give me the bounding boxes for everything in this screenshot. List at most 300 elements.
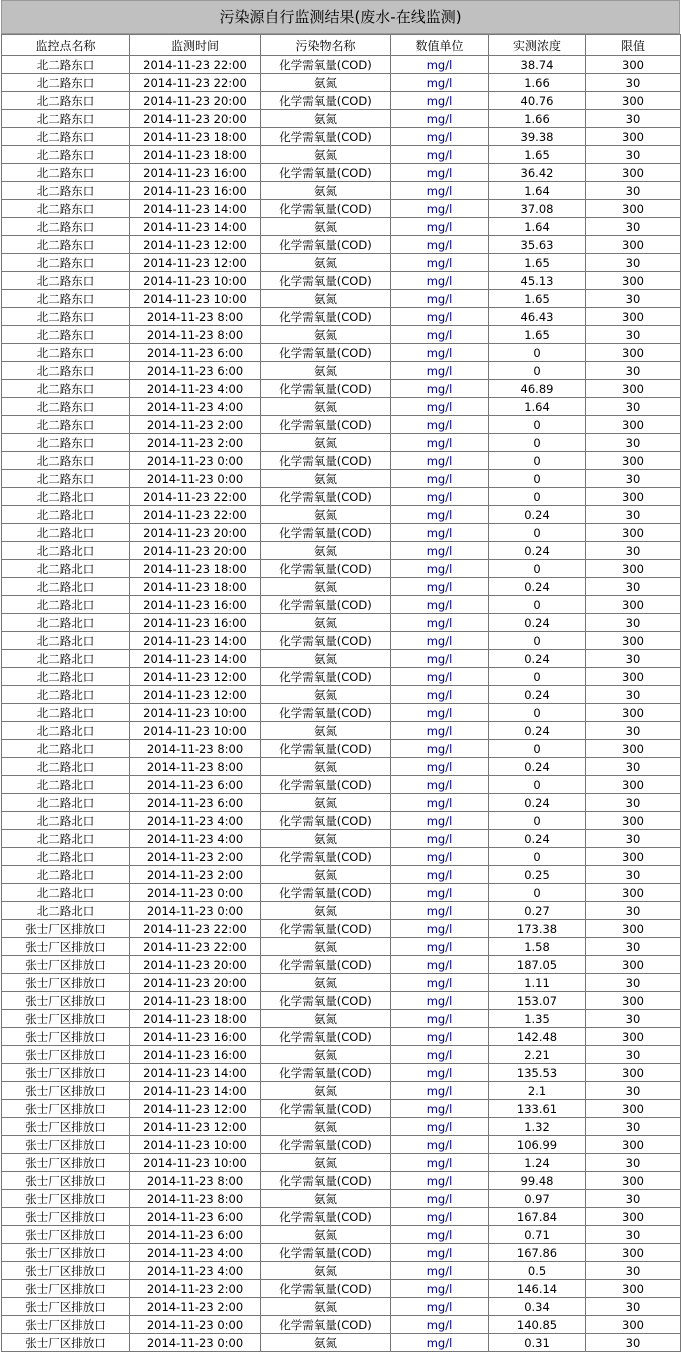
cell-pollutant: 氨氮 (261, 434, 391, 452)
cell-time: 2014-11-23 10:00 (130, 290, 261, 308)
cell-station: 张士厂区排放口 (2, 1046, 130, 1064)
header-concentration: 实测浓度 (489, 35, 586, 56)
cell-unit: mg/l (391, 110, 489, 128)
cell-unit: mg/l (391, 794, 489, 812)
cell-station: 北二路东口 (2, 182, 130, 200)
cell-station: 张士厂区排放口 (2, 1010, 130, 1028)
cell-limit: 30 (586, 1154, 681, 1172)
cell-station: 张士厂区排放口 (2, 920, 130, 938)
cell-unit: mg/l (391, 578, 489, 596)
cell-station: 北二路东口 (2, 218, 130, 236)
cell-concentration: 0 (489, 668, 586, 686)
cell-concentration: 0.24 (489, 794, 586, 812)
cell-pollutant: 化学需氧量(COD) (261, 560, 391, 578)
cell-pollutant: 氨氮 (261, 146, 391, 164)
cell-pollutant: 氨氮 (261, 1046, 391, 1064)
cell-concentration: 46.89 (489, 380, 586, 398)
table-row (2, 1100, 681, 1118)
cell-unit: mg/l (391, 1190, 489, 1208)
cell-unit: mg/l (391, 1136, 489, 1154)
cell-time: 2014-11-23 14:00 (130, 632, 261, 650)
cell-unit: mg/l (391, 974, 489, 992)
table-row (2, 830, 681, 848)
cell-unit: mg/l (391, 254, 489, 272)
cell-pollutant: 氨氮 (261, 758, 391, 776)
cell-station: 张士厂区排放口 (2, 1082, 130, 1100)
cell-pollutant: 化学需氧量(COD) (261, 236, 391, 254)
cell-concentration: 37.08 (489, 200, 586, 218)
cell-limit: 300 (586, 956, 681, 974)
cell-time: 2014-11-23 2:00 (130, 1298, 261, 1316)
cell-concentration: 40.76 (489, 92, 586, 110)
cell-limit: 300 (586, 1316, 681, 1334)
monitoring-table (1, 34, 681, 1352)
cell-station: 张士厂区排放口 (2, 1064, 130, 1082)
header-pollutant: 污染物名称 (261, 35, 391, 56)
cell-limit: 300 (586, 92, 681, 110)
cell-station: 北二路东口 (2, 470, 130, 488)
cell-time: 2014-11-23 12:00 (130, 668, 261, 686)
cell-station: 张士厂区排放口 (2, 1298, 130, 1316)
cell-time: 2014-11-23 2:00 (130, 1280, 261, 1298)
cell-limit: 300 (586, 200, 681, 218)
table-row (2, 866, 681, 884)
cell-time: 2014-11-23 0:00 (130, 452, 261, 470)
cell-station: 北二路东口 (2, 110, 130, 128)
cell-station: 北二路东口 (2, 146, 130, 164)
cell-unit: mg/l (391, 1316, 489, 1334)
cell-unit: mg/l (391, 470, 489, 488)
cell-pollutant: 氨氮 (261, 1118, 391, 1136)
cell-limit: 300 (586, 848, 681, 866)
cell-concentration: 1.64 (489, 218, 586, 236)
cell-time: 2014-11-23 2:00 (130, 434, 261, 452)
cell-pollutant: 化学需氧量(COD) (261, 1172, 391, 1190)
table-row (2, 596, 681, 614)
cell-time: 2014-11-23 0:00 (130, 1316, 261, 1334)
cell-station: 张士厂区排放口 (2, 992, 130, 1010)
cell-pollutant: 化学需氧量(COD) (261, 920, 391, 938)
table-row (2, 488, 681, 506)
cell-station: 北二路东口 (2, 308, 130, 326)
cell-pollutant: 氨氮 (261, 578, 391, 596)
cell-unit: mg/l (391, 1064, 489, 1082)
cell-unit: mg/l (391, 1082, 489, 1100)
cell-limit: 300 (586, 740, 681, 758)
cell-unit: mg/l (391, 1028, 489, 1046)
table-row (2, 524, 681, 542)
cell-station: 北二路北口 (2, 848, 130, 866)
cell-pollutant: 氨氮 (261, 1262, 391, 1280)
cell-unit: mg/l (391, 1118, 489, 1136)
cell-time: 2014-11-23 6:00 (130, 362, 261, 380)
cell-limit: 300 (586, 1280, 681, 1298)
cell-station: 北二路东口 (2, 92, 130, 110)
cell-time: 2014-11-23 4:00 (130, 812, 261, 830)
cell-limit: 30 (586, 218, 681, 236)
table-row (2, 992, 681, 1010)
cell-unit: mg/l (391, 776, 489, 794)
cell-unit: mg/l (391, 416, 489, 434)
cell-limit: 30 (586, 74, 681, 92)
cell-pollutant: 化学需氧量(COD) (261, 128, 391, 146)
cell-pollutant: 氨氮 (261, 506, 391, 524)
cell-pollutant: 化学需氧量(COD) (261, 308, 391, 326)
cell-limit: 30 (586, 398, 681, 416)
cell-station: 北二路东口 (2, 326, 130, 344)
cell-unit: mg/l (391, 380, 489, 398)
cell-concentration: 0 (489, 560, 586, 578)
cell-limit: 300 (586, 236, 681, 254)
cell-pollutant: 氨氮 (261, 74, 391, 92)
table-row (2, 1118, 681, 1136)
table-row (2, 128, 681, 146)
cell-station: 北二路东口 (2, 398, 130, 416)
cell-limit: 300 (586, 308, 681, 326)
cell-pollutant: 化学需氧量(COD) (261, 92, 391, 110)
cell-limit: 30 (586, 1118, 681, 1136)
cell-pollutant: 化学需氧量(COD) (261, 1028, 391, 1046)
cell-station: 张士厂区排放口 (2, 1244, 130, 1262)
cell-limit: 300 (586, 596, 681, 614)
cell-unit: mg/l (391, 308, 489, 326)
cell-pollutant: 氨氮 (261, 1082, 391, 1100)
cell-pollutant: 化学需氧量(COD) (261, 380, 391, 398)
cell-time: 2014-11-23 10:00 (130, 722, 261, 740)
table-row (2, 902, 681, 920)
cell-concentration: 146.14 (489, 1280, 586, 1298)
cell-station: 北二路东口 (2, 272, 130, 290)
cell-concentration: 0 (489, 416, 586, 434)
cell-limit: 30 (586, 326, 681, 344)
cell-pollutant: 氨氮 (261, 182, 391, 200)
cell-concentration: 0.97 (489, 1190, 586, 1208)
cell-time: 2014-11-23 8:00 (130, 1190, 261, 1208)
cell-time: 2014-11-23 14:00 (130, 650, 261, 668)
cell-unit: mg/l (391, 902, 489, 920)
cell-unit: mg/l (391, 200, 489, 218)
table-row (2, 452, 681, 470)
cell-station: 张士厂区排放口 (2, 1028, 130, 1046)
cell-time: 2014-11-23 2:00 (130, 848, 261, 866)
cell-time: 2014-11-23 22:00 (130, 506, 261, 524)
cell-concentration: 1.65 (489, 290, 586, 308)
cell-station: 张士厂区排放口 (2, 1190, 130, 1208)
cell-station: 北二路北口 (2, 650, 130, 668)
cell-pollutant: 化学需氧量(COD) (261, 812, 391, 830)
cell-limit: 300 (586, 1100, 681, 1118)
cell-limit: 30 (586, 830, 681, 848)
cell-limit: 30 (586, 902, 681, 920)
cell-concentration: 0.25 (489, 866, 586, 884)
cell-limit: 30 (586, 362, 681, 380)
table-row (2, 218, 681, 236)
cell-station: 北二路北口 (2, 740, 130, 758)
cell-pollutant: 氨氮 (261, 290, 391, 308)
table-row (2, 974, 681, 992)
cell-concentration: 0.71 (489, 1226, 586, 1244)
cell-unit: mg/l (391, 74, 489, 92)
cell-time: 2014-11-23 16:00 (130, 1028, 261, 1046)
cell-station: 张士厂区排放口 (2, 1226, 130, 1244)
cell-concentration: 0 (489, 848, 586, 866)
cell-pollutant: 氨氮 (261, 830, 391, 848)
cell-pollutant: 氨氮 (261, 1190, 391, 1208)
cell-station: 北二路东口 (2, 380, 130, 398)
cell-time: 2014-11-23 6:00 (130, 344, 261, 362)
report-container (1, 0, 680, 1352)
table-row (2, 650, 681, 668)
cell-limit: 30 (586, 938, 681, 956)
cell-limit: 30 (586, 1298, 681, 1316)
cell-time: 2014-11-23 14:00 (130, 1064, 261, 1082)
cell-pollutant: 化学需氧量(COD) (261, 164, 391, 182)
cell-pollutant: 化学需氧量(COD) (261, 1208, 391, 1226)
cell-limit: 30 (586, 974, 681, 992)
cell-pollutant: 化学需氧量(COD) (261, 884, 391, 902)
table-row (2, 74, 681, 92)
header-row (2, 35, 681, 56)
cell-station: 北二路北口 (2, 722, 130, 740)
cell-pollutant: 氨氮 (261, 1298, 391, 1316)
cell-station: 张士厂区排放口 (2, 1334, 130, 1352)
cell-unit: mg/l (391, 866, 489, 884)
cell-unit: mg/l (391, 632, 489, 650)
cell-limit: 30 (586, 1082, 681, 1100)
cell-pollutant: 化学需氧量(COD) (261, 848, 391, 866)
cell-concentration: 45.13 (489, 272, 586, 290)
report-title: 污染源自行监测结果(废水-在线监测) (1, 0, 680, 34)
cell-concentration: 39.38 (489, 128, 586, 146)
cell-station: 北二路北口 (2, 578, 130, 596)
cell-unit: mg/l (391, 488, 489, 506)
cell-unit: mg/l (391, 1046, 489, 1064)
cell-limit: 30 (586, 722, 681, 740)
cell-unit: mg/l (391, 758, 489, 776)
cell-concentration: 2.1 (489, 1082, 586, 1100)
cell-unit: mg/l (391, 1154, 489, 1172)
cell-unit: mg/l (391, 506, 489, 524)
cell-limit: 30 (586, 1010, 681, 1028)
cell-time: 2014-11-23 20:00 (130, 92, 261, 110)
cell-unit: mg/l (391, 290, 489, 308)
cell-unit: mg/l (391, 326, 489, 344)
cell-pollutant: 化学需氧量(COD) (261, 1316, 391, 1334)
cell-concentration: 153.07 (489, 992, 586, 1010)
cell-time: 2014-11-23 10:00 (130, 1154, 261, 1172)
cell-pollutant: 氨氮 (261, 722, 391, 740)
table-row (2, 938, 681, 956)
cell-station: 北二路北口 (2, 884, 130, 902)
cell-pollutant: 氨氮 (261, 218, 391, 236)
cell-pollutant: 化学需氧量(COD) (261, 488, 391, 506)
cell-concentration: 0.24 (489, 506, 586, 524)
cell-time: 2014-11-23 6:00 (130, 1226, 261, 1244)
cell-time: 2014-11-23 4:00 (130, 380, 261, 398)
cell-unit: mg/l (391, 56, 489, 74)
cell-concentration: 0.24 (489, 686, 586, 704)
table-row (2, 1262, 681, 1280)
cell-station: 张士厂区排放口 (2, 1172, 130, 1190)
cell-concentration: 0 (489, 488, 586, 506)
cell-time: 2014-11-23 4:00 (130, 398, 261, 416)
table-row (2, 920, 681, 938)
cell-limit: 300 (586, 164, 681, 182)
cell-pollutant: 氨氮 (261, 614, 391, 632)
cell-time: 2014-11-23 10:00 (130, 1136, 261, 1154)
cell-pollutant: 氨氮 (261, 254, 391, 272)
cell-concentration: 0.24 (489, 758, 586, 776)
cell-pollutant: 氨氮 (261, 794, 391, 812)
cell-limit: 300 (586, 1028, 681, 1046)
cell-limit: 30 (586, 254, 681, 272)
cell-station: 北二路东口 (2, 290, 130, 308)
cell-concentration: 99.48 (489, 1172, 586, 1190)
cell-time: 2014-11-23 16:00 (130, 1046, 261, 1064)
cell-concentration: 135.53 (489, 1064, 586, 1082)
cell-pollutant: 氨氮 (261, 542, 391, 560)
cell-limit: 300 (586, 776, 681, 794)
cell-limit: 30 (586, 506, 681, 524)
cell-limit: 30 (586, 542, 681, 560)
cell-pollutant: 化学需氧量(COD) (261, 1136, 391, 1154)
cell-unit: mg/l (391, 1334, 489, 1352)
cell-station: 北二路北口 (2, 902, 130, 920)
cell-pollutant: 氨氮 (261, 650, 391, 668)
cell-limit: 30 (586, 290, 681, 308)
cell-station: 张士厂区排放口 (2, 1262, 130, 1280)
table-row (2, 308, 681, 326)
cell-limit: 30 (586, 794, 681, 812)
table-row (2, 1334, 681, 1352)
cell-time: 2014-11-23 4:00 (130, 1262, 261, 1280)
cell-station: 北二路北口 (2, 542, 130, 560)
cell-pollutant: 化学需氧量(COD) (261, 704, 391, 722)
cell-unit: mg/l (391, 128, 489, 146)
cell-station: 北二路北口 (2, 812, 130, 830)
cell-limit: 30 (586, 1262, 681, 1280)
cell-pollutant: 氨氮 (261, 1154, 391, 1172)
table-row (2, 1010, 681, 1028)
cell-pollutant: 化学需氧量(COD) (261, 200, 391, 218)
cell-station: 北二路东口 (2, 416, 130, 434)
header-time: 监测时间 (130, 35, 261, 56)
cell-limit: 30 (586, 866, 681, 884)
cell-unit: mg/l (391, 560, 489, 578)
cell-time: 2014-11-23 16:00 (130, 164, 261, 182)
cell-station: 北二路北口 (2, 614, 130, 632)
cell-pollutant: 化学需氧量(COD) (261, 596, 391, 614)
cell-station: 北二路东口 (2, 128, 130, 146)
cell-time: 2014-11-23 18:00 (130, 578, 261, 596)
cell-time: 2014-11-23 6:00 (130, 794, 261, 812)
cell-station: 北二路东口 (2, 452, 130, 470)
cell-pollutant: 化学需氧量(COD) (261, 1064, 391, 1082)
cell-time: 2014-11-23 12:00 (130, 1118, 261, 1136)
cell-unit: mg/l (391, 434, 489, 452)
cell-concentration: 1.58 (489, 938, 586, 956)
cell-station: 张士厂区排放口 (2, 1280, 130, 1298)
table-row (2, 1244, 681, 1262)
cell-unit: mg/l (391, 218, 489, 236)
cell-unit: mg/l (391, 956, 489, 974)
cell-concentration: 0.24 (489, 542, 586, 560)
cell-time: 2014-11-23 12:00 (130, 1100, 261, 1118)
cell-pollutant: 化学需氧量(COD) (261, 1244, 391, 1262)
table-row (2, 1082, 681, 1100)
cell-pollutant: 氨氮 (261, 866, 391, 884)
cell-unit: mg/l (391, 542, 489, 560)
cell-limit: 30 (586, 110, 681, 128)
cell-time: 2014-11-23 20:00 (130, 974, 261, 992)
cell-station: 北二路北口 (2, 830, 130, 848)
cell-unit: mg/l (391, 182, 489, 200)
table-row (2, 560, 681, 578)
table-row (2, 506, 681, 524)
table-body (2, 56, 681, 1352)
cell-unit: mg/l (391, 704, 489, 722)
table-row (2, 1028, 681, 1046)
cell-concentration: 0 (489, 632, 586, 650)
cell-limit: 300 (586, 992, 681, 1010)
cell-concentration: 0.24 (489, 578, 586, 596)
cell-time: 2014-11-23 8:00 (130, 740, 261, 758)
cell-pollutant: 化学需氧量(COD) (261, 956, 391, 974)
cell-time: 2014-11-23 18:00 (130, 146, 261, 164)
cell-unit: mg/l (391, 650, 489, 668)
table-row (2, 92, 681, 110)
table-row (2, 884, 681, 902)
cell-time: 2014-11-23 20:00 (130, 110, 261, 128)
cell-station: 北二路东口 (2, 56, 130, 74)
cell-concentration: 173.38 (489, 920, 586, 938)
cell-pollutant: 化学需氧量(COD) (261, 776, 391, 794)
cell-station: 北二路北口 (2, 758, 130, 776)
cell-pollutant: 氨氮 (261, 398, 391, 416)
cell-limit: 30 (586, 434, 681, 452)
cell-unit: mg/l (391, 524, 489, 542)
cell-time: 2014-11-23 14:00 (130, 218, 261, 236)
cell-station: 北二路东口 (2, 344, 130, 362)
cell-time: 2014-11-23 20:00 (130, 542, 261, 560)
cell-pollutant: 化学需氧量(COD) (261, 992, 391, 1010)
cell-unit: mg/l (391, 1298, 489, 1316)
cell-unit: mg/l (391, 362, 489, 380)
table-row (2, 236, 681, 254)
cell-limit: 300 (586, 632, 681, 650)
cell-concentration: 1.35 (489, 1010, 586, 1028)
cell-concentration: 0.34 (489, 1298, 586, 1316)
table-row (2, 1046, 681, 1064)
table-row (2, 56, 681, 74)
cell-time: 2014-11-23 2:00 (130, 866, 261, 884)
cell-unit: mg/l (391, 992, 489, 1010)
cell-unit: mg/l (391, 452, 489, 470)
cell-station: 北二路东口 (2, 74, 130, 92)
table-row (2, 110, 681, 128)
cell-pollutant: 化学需氧量(COD) (261, 1100, 391, 1118)
cell-unit: mg/l (391, 164, 489, 182)
cell-pollutant: 氨氮 (261, 1334, 391, 1352)
cell-time: 2014-11-23 0:00 (130, 1334, 261, 1352)
cell-pollutant: 氨氮 (261, 686, 391, 704)
cell-unit: mg/l (391, 938, 489, 956)
cell-limit: 300 (586, 704, 681, 722)
cell-concentration: 0 (489, 704, 586, 722)
cell-station: 北二路东口 (2, 200, 130, 218)
cell-concentration: 0 (489, 470, 586, 488)
cell-limit: 300 (586, 812, 681, 830)
